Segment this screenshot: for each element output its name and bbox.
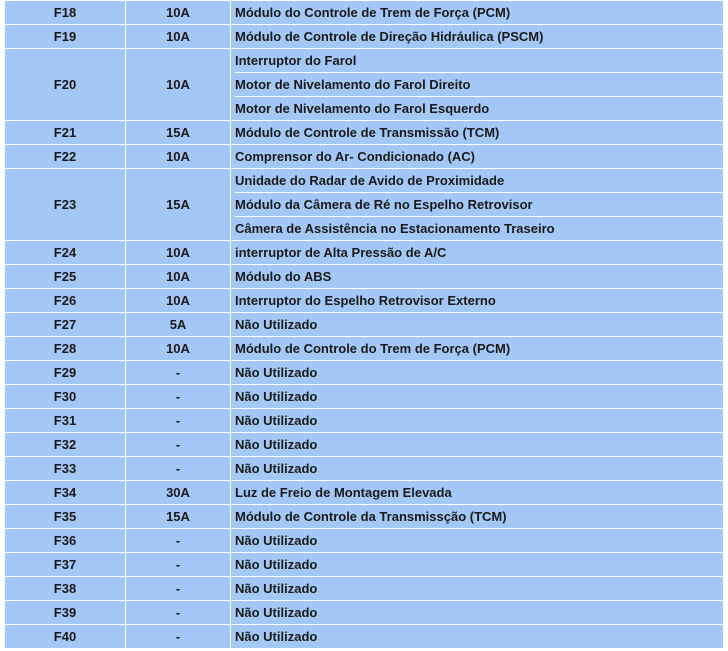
fuse-id-cell: F29 [5,361,126,385]
description-line: Unidade do Radar de Avido de Proximidade [235,173,505,188]
table-row [5,625,724,649]
amperage-cell: 30A [126,481,231,505]
fuse-id-cell: F24 [5,241,126,265]
table-row [5,145,724,169]
table-row [5,265,724,289]
description-line: Não Utilizado [235,605,318,620]
amperage-cell: - [126,433,231,457]
description-cell [231,241,724,265]
table-row [5,49,724,121]
amperage-cell: - [126,409,231,433]
amperage-cell: 10A [126,265,231,289]
fuse-id-cell: F35 [5,505,126,529]
description-line: Módulo de Controle da Transmissção (TCM) [235,509,507,524]
description-line: Não Utilizado [235,533,318,548]
amperage-cell: 10A [126,145,231,169]
description-line: Interruptor do Farol [235,53,357,68]
table-row [5,25,724,49]
fuse-id-cell: F18 [5,1,126,25]
description-cell [231,25,724,49]
description-cell [231,577,724,601]
description-cell [231,121,724,145]
table-row [5,121,724,145]
amperage-cell: - [126,457,231,481]
table-row [5,553,724,577]
description-cell [231,265,724,289]
fuse-id-cell: F37 [5,553,126,577]
description-line: Módulo da Câmera de Ré no Espelho Retrovisor [235,192,723,216]
table-row [5,601,724,625]
description-cell [231,145,724,169]
description-line: Não Utilizado [235,389,318,404]
description-cell [231,1,724,25]
description-cell [231,625,724,649]
description-cell [231,553,724,577]
description-cell [231,457,724,481]
fuse-id-cell: F32 [5,433,126,457]
amperage-cell: - [126,529,231,553]
description-line: Módulo de Controle de Direção Hidráulica (PSCM) [235,29,544,44]
amperage-cell: - [126,553,231,577]
description-line: Módulo do ABS [235,269,332,284]
description-line: Não Utilizado [235,437,318,452]
fuse-id-cell: F23 [5,169,126,241]
table-row [5,385,724,409]
table-row [5,241,724,265]
description-line: Não Utilizado [235,413,318,428]
amperage-cell: - [126,361,231,385]
description-line: Não Utilizado [235,317,318,332]
description-line: interruptor de Alta Pressão de A/C [235,245,447,260]
fuse-id-cell: F25 [5,265,126,289]
description-cell [231,409,724,433]
description-cell [231,385,724,409]
fuse-id-cell: F38 [5,577,126,601]
description-cell [231,529,724,553]
description-line: Comprensor do Ar- Condicionado (AC) [235,149,476,164]
fuse-table [4,0,724,649]
fuse-id-cell: F28 [5,337,126,361]
fuse-id-cell: F19 [5,25,126,49]
fuse-id-cell: F39 [5,601,126,625]
amperage-cell: - [126,385,231,409]
amperage-cell: 10A [126,1,231,25]
amperage-cell: - [126,625,231,649]
amperage-cell: - [126,577,231,601]
amperage-cell: 10A [126,49,231,121]
description-cell [231,313,724,337]
amperage-cell: 15A [126,169,231,241]
description-cell [231,601,724,625]
table-row [5,313,724,337]
amperage-cell: - [126,601,231,625]
fuse-id-cell: F27 [5,313,126,337]
description-cell [231,169,724,241]
table-row [5,1,724,25]
amperage-cell: 10A [126,241,231,265]
table-row [5,505,724,529]
fuse-table-body [5,1,724,649]
description-line: Não Utilizado [235,461,318,476]
description-cell [231,433,724,457]
table-row [5,529,724,553]
fuse-id-cell: F34 [5,481,126,505]
description-line: Não Utilizado [235,365,318,380]
table-row [5,361,724,385]
description-line: Motor de Nivelamento do Farol Direito [235,72,723,96]
fuse-id-cell: F30 [5,385,126,409]
description-line: Luz de Freio de Montagem Elevada [235,485,452,500]
table-row [5,289,724,313]
description-line: Não Utilizado [235,629,318,644]
fuse-id-cell: F31 [5,409,126,433]
amperage-cell: 5A [126,313,231,337]
amperage-cell: 15A [126,121,231,145]
table-row [5,433,724,457]
fuse-id-cell: F36 [5,529,126,553]
description-line: Câmera de Assistência no Estacionamento Traseiro [235,216,723,240]
table-row [5,577,724,601]
fuse-id-cell: F22 [5,145,126,169]
table-row [5,337,724,361]
description-line: Não Utilizado [235,581,318,596]
fuse-id-cell: F21 [5,121,126,145]
description-line: Módulo de Controle de Transmissão (TCM) [235,125,500,140]
description-cell [231,289,724,313]
fuse-id-cell: F26 [5,289,126,313]
amperage-cell: 10A [126,25,231,49]
table-row [5,409,724,433]
description-cell [231,481,724,505]
description-line: Motor de Nivelamento do Farol Esquerdo [235,96,723,120]
amperage-cell: 15A [126,505,231,529]
description-cell [231,337,724,361]
table-row [5,169,724,241]
description-cell [231,505,724,529]
amperage-cell: 10A [126,289,231,313]
description-line: Interruptor do Espelho Retrovisor Externo [235,293,496,308]
amperage-cell: 10A [126,337,231,361]
fuse-id-cell: F40 [5,625,126,649]
fuse-id-cell: F20 [5,49,126,121]
table-row [5,457,724,481]
description-cell [231,361,724,385]
description-cell [231,49,724,121]
description-line: Módulo do Controle de Trem de Força (PCM) [235,5,511,20]
fuse-id-cell: F33 [5,457,126,481]
description-line: Não Utilizado [235,557,318,572]
description-line: Módulo de Controle do Trem de Força (PCM) [235,341,511,356]
table-row [5,481,724,505]
